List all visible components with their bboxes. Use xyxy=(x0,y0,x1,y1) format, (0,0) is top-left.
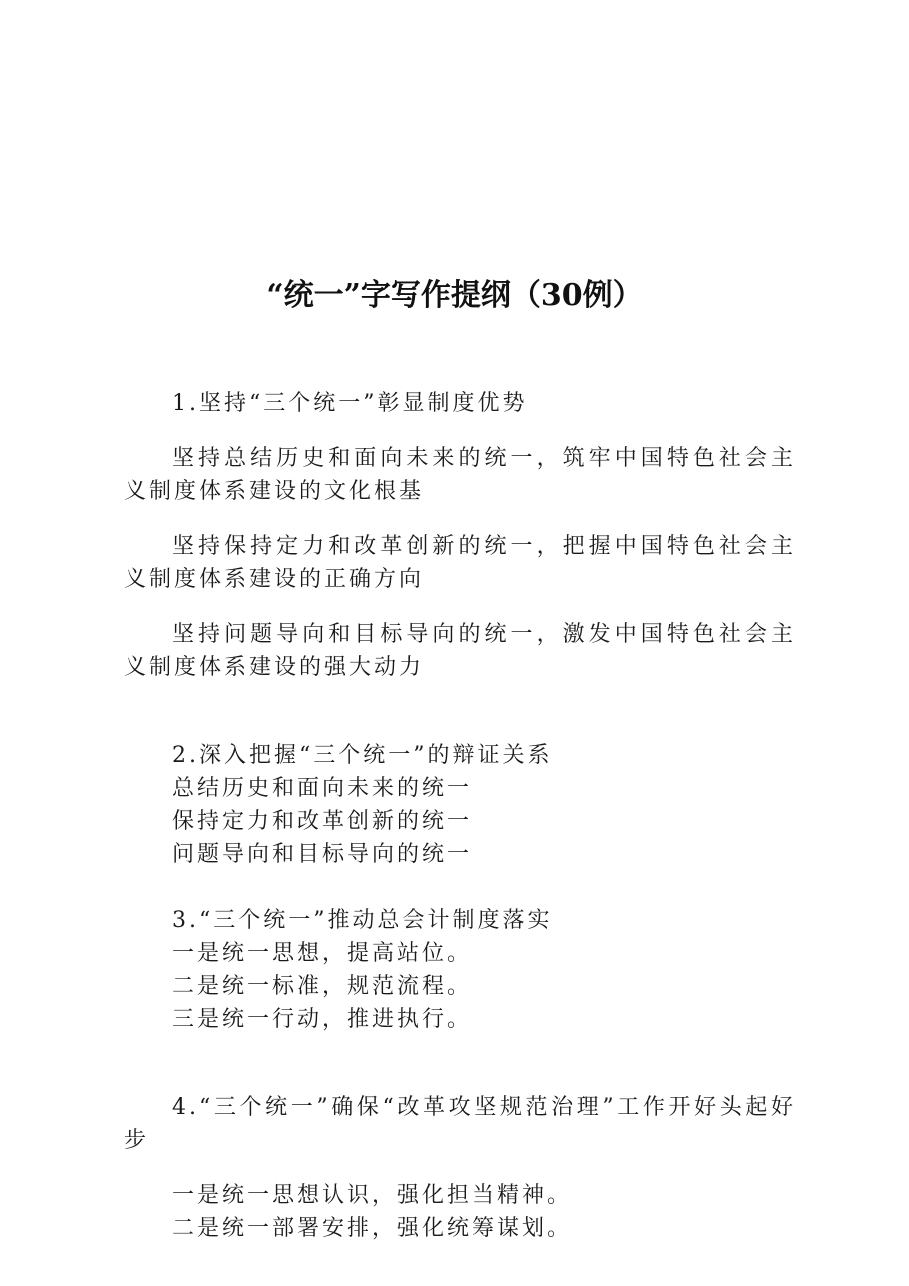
section-heading: 4.“三个统一”确保“改革攻坚规范治理”工作开好头起好步 xyxy=(124,1095,796,1153)
section-3 xyxy=(124,904,796,1036)
section-1 xyxy=(124,387,796,684)
section-spacer xyxy=(124,1036,796,1069)
section-item: 一是统一思想，提高站位。 xyxy=(172,941,473,966)
section-2 xyxy=(124,739,796,871)
section-item: 保持定力和改革创新的统一 xyxy=(172,809,473,834)
section-item: 三是统一行动，推进执行。 xyxy=(172,1007,473,1032)
section-item: 一是统一思想认识，强化担当精神。 xyxy=(172,1183,573,1208)
section-item: 二是统一部署安排，强化统筹谋划。 xyxy=(172,1216,573,1241)
section-4 xyxy=(124,1091,796,1245)
section-item: 问题导向和目标导向的统一 xyxy=(172,842,473,867)
section-item: 坚持保持定力和改革创新的统一，把握中国特色社会主义制度体系建设的正确方向 xyxy=(124,534,796,592)
section-item: 总结历史和面向未来的统一 xyxy=(172,776,473,801)
section-heading: 2.深入把握“三个统一”的辩证关系 xyxy=(172,743,553,768)
section-item: 坚持总结历史和面向未来的统一，筑牢中国特色社会主义制度体系建设的文化根基 xyxy=(124,446,796,504)
page-title: “统一”字写作提纲（30例） xyxy=(266,278,643,313)
section-heading: 3.“三个统一”推动总会计制度落实 xyxy=(172,908,553,933)
document-body xyxy=(124,387,796,1245)
section-spacer xyxy=(124,706,796,739)
section-heading: 1.坚持“三个统一”彰显制度优势 xyxy=(172,391,528,416)
section-item: 二是统一标准，规范流程。 xyxy=(172,974,473,999)
section-item: 坚持问题导向和目标导向的统一，激发中国特色社会主义制度体系建设的强大动力 xyxy=(124,622,796,680)
section-spacer xyxy=(124,871,796,904)
